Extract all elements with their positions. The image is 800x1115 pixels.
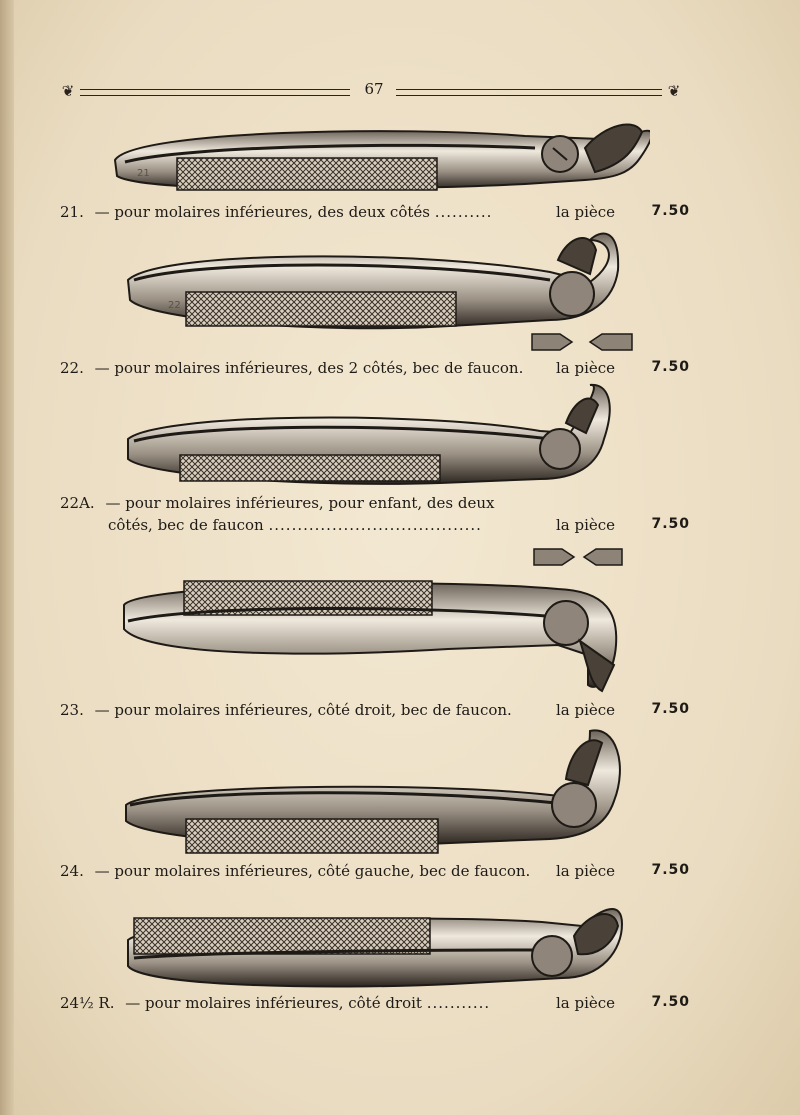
item-leader: ........... [426, 994, 491, 1012]
item-description-cont: côtés, bec de faucon [108, 516, 264, 534]
forceps-22-illustration [120, 230, 640, 355]
item-unit: la pièce [556, 516, 616, 534]
forceps-marking-21: 21 [137, 168, 150, 179]
item-number: 24½ R. [60, 994, 115, 1012]
item-unit: la pièce [556, 994, 616, 1012]
binding-gutter [0, 0, 14, 1115]
forceps-23-illustration [118, 545, 623, 695]
forceps-24-illustration [120, 725, 625, 860]
item-leader: ..................................... [268, 516, 482, 534]
item-price: 7.50 [651, 516, 690, 532]
item-description: — pour molaires inférieures, des deux côtés [94, 203, 430, 221]
item-number: 21. [60, 203, 84, 221]
header-rule-right [396, 89, 662, 96]
page-number: 67 [364, 80, 384, 98]
item-unit: la pièce [556, 701, 616, 719]
item-unit: la pièce [556, 862, 616, 880]
item-number: 24. [60, 862, 84, 880]
header-rule-left [80, 89, 350, 96]
item-24 [60, 862, 692, 884]
fleuron-left-icon: ❦ [61, 82, 75, 100]
item-price: 7.50 [651, 994, 690, 1010]
forceps-24-half-r-illustration [122, 900, 627, 990]
item-unit: la pièce [556, 203, 616, 221]
item-22a [60, 494, 692, 538]
item-number: 22A. [60, 494, 95, 512]
item-description-line2 [108, 516, 482, 534]
forceps-21-illustration [105, 118, 650, 198]
item-23 [60, 701, 692, 723]
item-24-half-r [60, 994, 692, 1016]
fleuron-right-icon: ❦ [667, 82, 681, 100]
forceps-22a-illustration [120, 383, 620, 488]
item-21 [60, 203, 692, 225]
item-leader: .......... [434, 203, 493, 221]
item-number: 22. [60, 359, 84, 377]
item-price: 7.50 [651, 203, 690, 219]
item-description: — pour molaires inférieures, des 2 côtés, bec de faucon. [94, 359, 524, 377]
item-description: — pour molaires inférieures, côté gauche, bec de faucon. [94, 862, 531, 880]
item-description: — pour molaires inférieures, pour enfant, des deux [105, 494, 495, 512]
page-header [58, 80, 684, 104]
item-description: — pour molaires inférieures, côté droit, bec de faucon. [94, 701, 512, 719]
item-unit: la pièce [556, 359, 616, 377]
forceps-marking-22: 22 [168, 300, 181, 311]
item-22 [60, 359, 692, 381]
item-price: 7.50 [651, 701, 690, 717]
item-price: 7.50 [651, 359, 690, 375]
item-description: — pour molaires inférieures, côté droit [125, 994, 422, 1012]
item-price: 7.50 [651, 862, 690, 878]
item-number: 23. [60, 701, 84, 719]
